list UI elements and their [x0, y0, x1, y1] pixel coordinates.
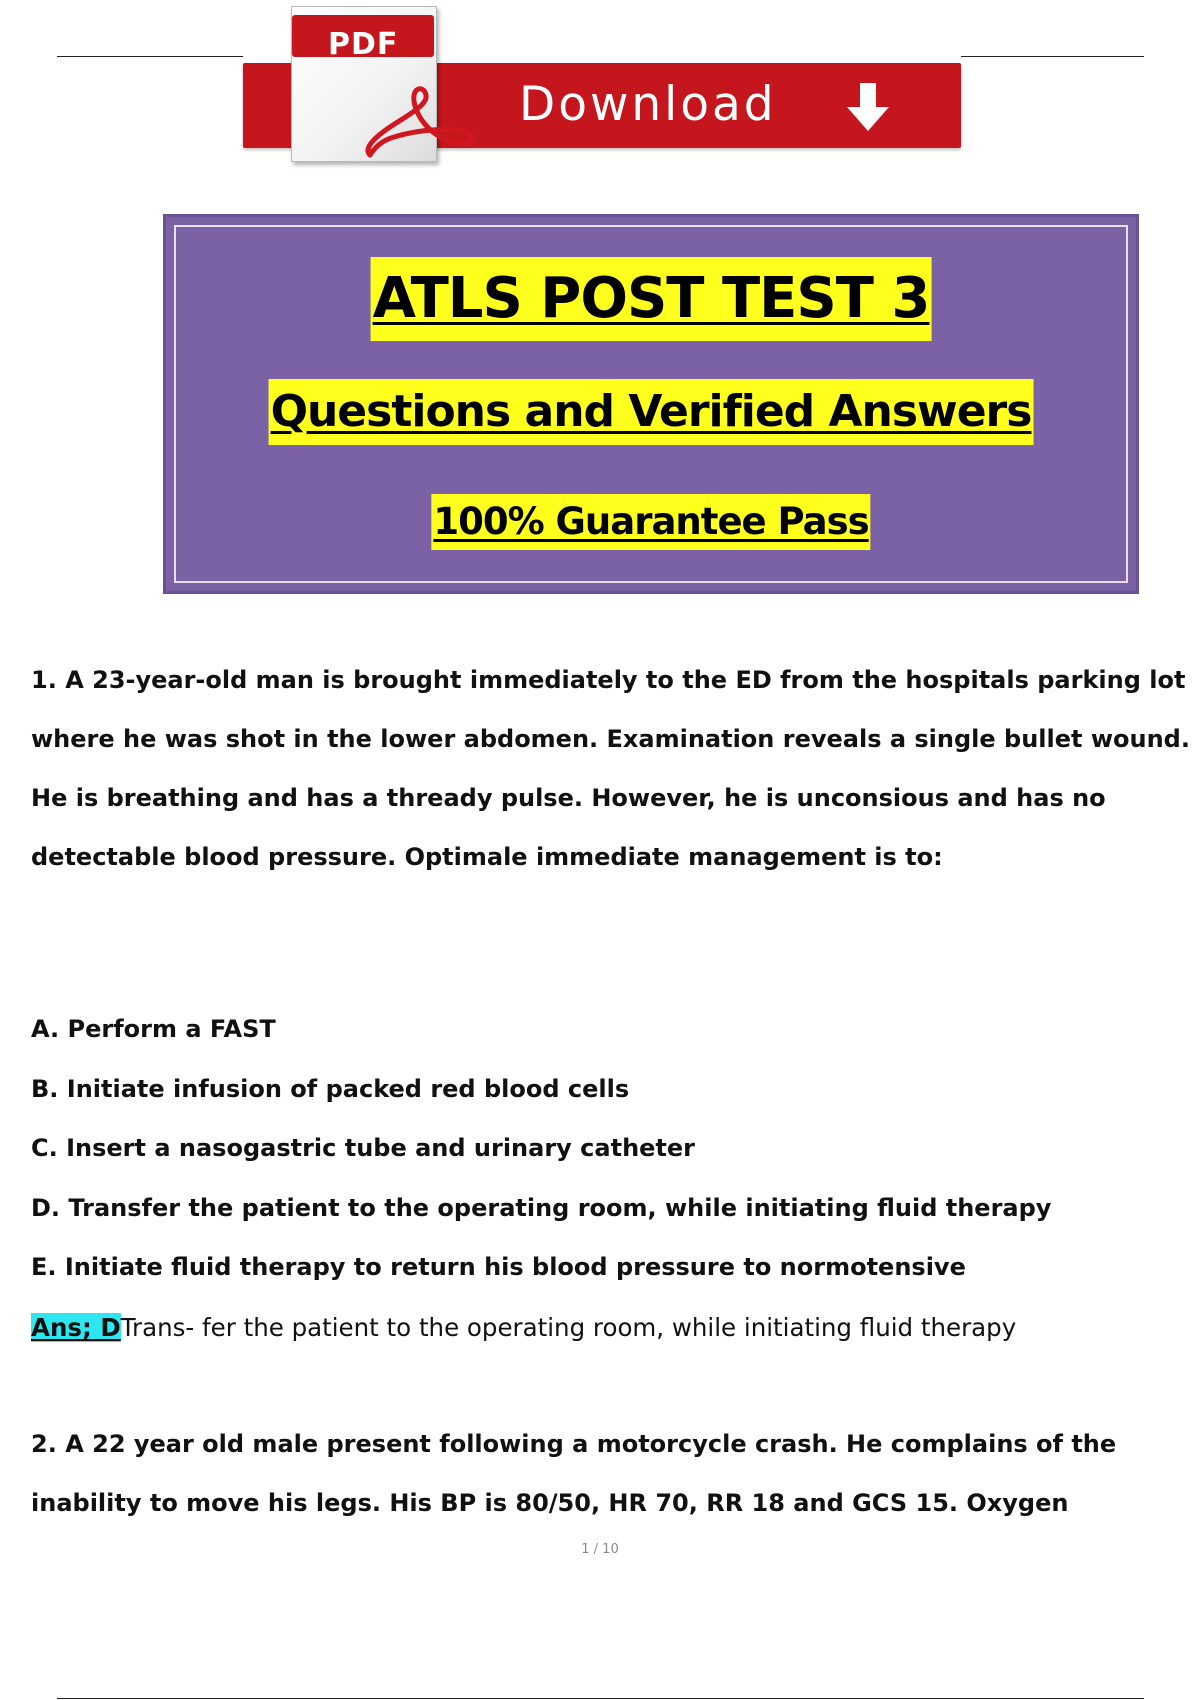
- option-e: [31, 1238, 1191, 1298]
- option-c: [31, 1119, 1191, 1179]
- answer-options: [31, 1000, 1191, 1298]
- pdf-tag: [292, 15, 434, 62]
- option-text: Initiate infusion of packed red blood cells: [66, 1074, 630, 1103]
- question-text: A 23-year-old man is brought immediately to the ED from the hospitals parking lot where he was shot in the lower abdomen. Examination reveals a single bullet wound. He is breathing and has a thready pulse. However, he is unconsious and has no detectable blood pressure. Optimale immediate management is to:: [31, 666, 1190, 871]
- download-arrow-icon: [843, 81, 893, 135]
- page-indicator: 1 / 10: [581, 1542, 619, 1557]
- option-a: [31, 1000, 1191, 1060]
- adobe-acrobat-icon: [350, 79, 482, 163]
- bottom-rule: [57, 1698, 1144, 1699]
- question-number: 2.: [31, 1430, 57, 1458]
- option-b: [31, 1060, 1191, 1120]
- answer-line: [31, 1298, 1016, 1357]
- document-subtitle: Questions and Verified Answers: [269, 379, 1034, 445]
- option-text: Insert a nasogastric tube and urinary catheter: [66, 1134, 696, 1162]
- option-letter: C.: [31, 1134, 58, 1162]
- question-text: A 22 year old male present following a motorcycle crash. He complains of the inability to move his legs. His BP is 80/50, HR 70, RR 18 and GCS 15. Oxygen: [31, 1430, 1117, 1517]
- answer-text: Trans- fer the patient to the operating room, while initiating fluid therapy: [120, 1313, 1017, 1342]
- question-number: 1.: [31, 666, 57, 694]
- pdf-file-icon: [291, 6, 437, 162]
- option-text: Initiate fluid therapy to return his blood pressure to normotensive: [64, 1253, 966, 1281]
- option-letter: A.: [31, 1015, 60, 1043]
- pdf-download-banner[interactable]: [243, 4, 961, 166]
- document-title: ATLS POST TEST 3: [371, 257, 932, 341]
- top-rule-left: [57, 56, 243, 57]
- option-letter: B.: [31, 1074, 59, 1103]
- answer-label: Ans; D: [31, 1313, 121, 1342]
- download-label: Download: [519, 77, 777, 132]
- question-2: [31, 1415, 1191, 1533]
- option-letter: E.: [31, 1253, 57, 1281]
- pdf-label: PDF: [328, 27, 399, 62]
- top-rule-right: [961, 56, 1144, 57]
- option-letter: D.: [31, 1193, 61, 1222]
- title-box: [163, 214, 1139, 594]
- guarantee-text: 100% Guarantee Pass: [431, 494, 870, 550]
- question-1: [31, 651, 1191, 887]
- option-text: Transfer the patient to the operating room, while initiating fluid therapy: [68, 1193, 1052, 1222]
- option-d: [31, 1179, 1191, 1239]
- option-text: Perform a FAST: [67, 1015, 276, 1043]
